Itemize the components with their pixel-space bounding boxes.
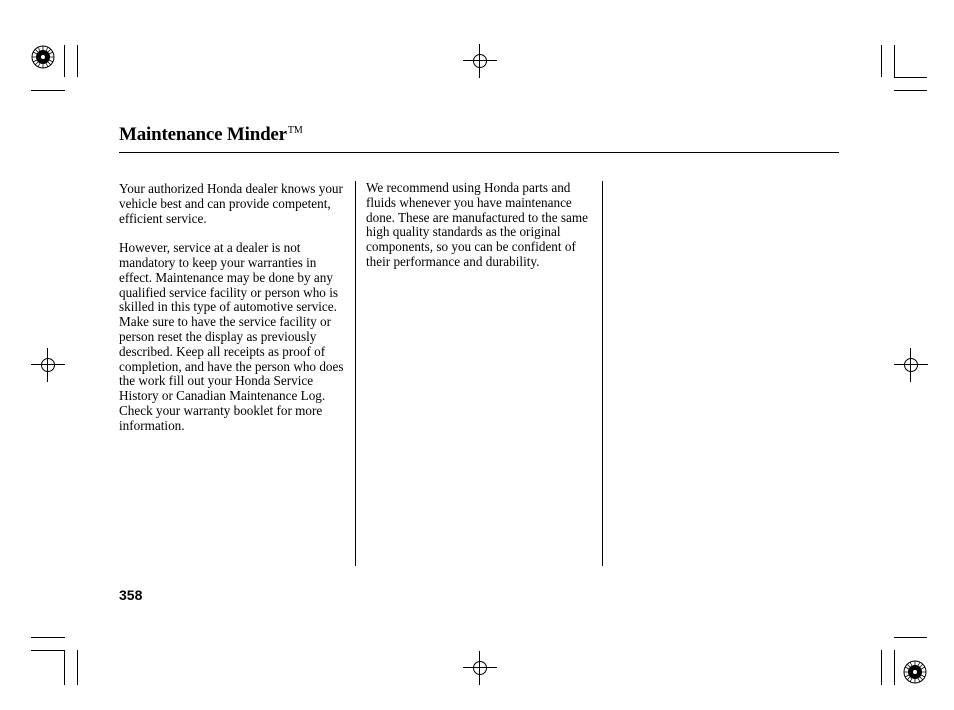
- text-column-1: [119, 182, 347, 448]
- crop-mark: [64, 650, 65, 685]
- paragraph: Your authorized Honda dealer knows your vehicle best and can provide competent, efficient service.: [119, 181, 343, 226]
- crop-mark: [894, 637, 927, 638]
- crop-mark: [31, 650, 65, 651]
- column-divider: [602, 181, 603, 566]
- sunburst-icon: [31, 45, 55, 69]
- crop-mark: [881, 650, 882, 685]
- header-rule: [119, 152, 839, 153]
- trademark-symbol: TM: [287, 125, 303, 136]
- column-divider: [355, 181, 356, 566]
- crosshair-icon: [463, 44, 497, 78]
- crop-mark: [64, 45, 65, 77]
- page-title: [119, 124, 303, 146]
- crop-mark: [894, 45, 895, 77]
- crop-mark: [894, 650, 895, 685]
- title-text: Maintenance Minder: [119, 124, 287, 145]
- sunburst-icon: [903, 660, 927, 684]
- crop-mark: [881, 45, 882, 77]
- page-number: 358: [119, 587, 143, 603]
- crop-mark: [894, 90, 927, 91]
- crosshair-icon: [463, 651, 497, 685]
- crop-mark: [894, 77, 927, 78]
- crop-mark: [77, 45, 78, 77]
- crop-mark: [31, 90, 65, 91]
- crosshair-icon: [894, 348, 928, 382]
- paragraph: We recommend using Honda parts and fluids whenever you have maintenance done. These are manufactured to the same high quality standards as the original components, so you can be confident of their performance and durability.: [366, 180, 589, 269]
- text-column-2: [366, 181, 596, 285]
- crop-mark: [31, 637, 65, 638]
- crosshair-icon: [31, 348, 65, 382]
- paragraph: However, service at a dealer is not mandatory to keep your warranties in effect. Maintenance may be done by any qualified service facility or person who is skilled in this type of automotive service. Make sure to have the service facility or person reset the display as previously described. Keep all receipts as proof of completion, and have the person who does the work fill out your Honda Service History or Canadian Maintenance Log. Check your warranty booklet for more information.: [119, 240, 344, 433]
- crop-mark: [77, 650, 78, 685]
